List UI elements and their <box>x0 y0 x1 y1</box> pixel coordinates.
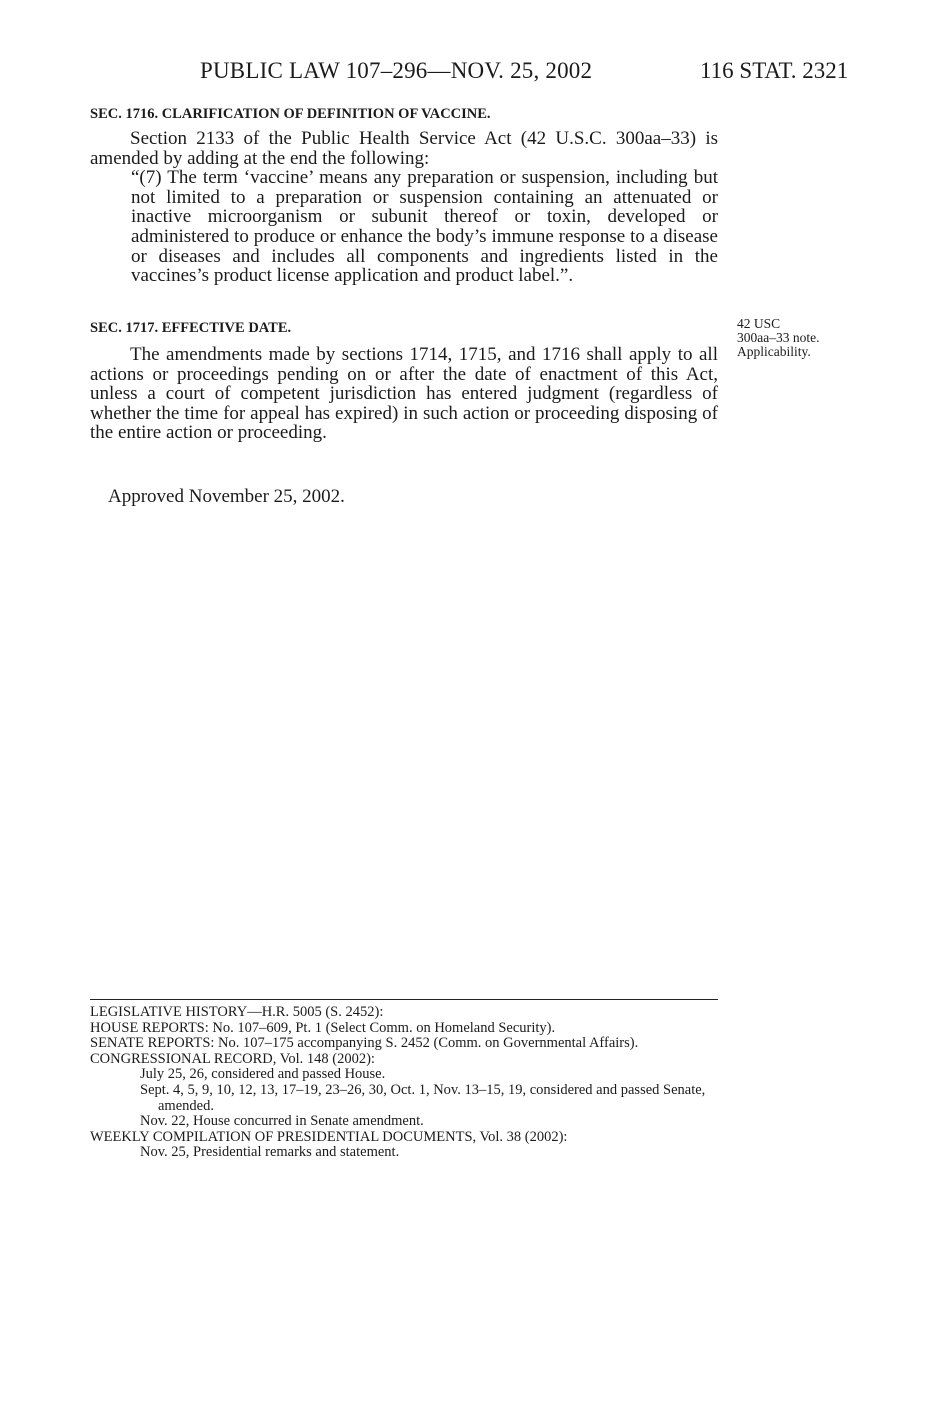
weekly-compilation-item: Nov. 25, Presidential remarks and statement. <box>140 1144 400 1161</box>
running-header-law: PUBLIC LAW 107–296—NOV. 25, 2002 <box>200 58 593 83</box>
margin-note-applicability: Applicability. <box>737 344 811 359</box>
weekly-compilation-heading: WEEKLY COMPILATION OF PRESIDENTIAL DOCUMENTS, Vol. 38 (2002): <box>90 1128 568 1145</box>
section-1717-text: The amendments made by sections 1714, 1715, and 1716 shall apply to all actions or proceedings pending on or after the date of enactment of this Act, unless a court of competent jurisdiction has entered judgment (regardless of whether the time for appeal has expired) in such action or proceeding disposing of the entire action or proceeding. <box>90 344 718 444</box>
approval-date: Approved November 25, 2002. <box>108 486 345 507</box>
section-1717-heading: SEC. 1717. EFFECTIVE DATE. <box>90 320 292 336</box>
section-1716-body <box>90 129 718 286</box>
legislative-history <box>90 1005 730 1161</box>
senate-reports: SENATE REPORTS: No. 107–175 accompanying S. 2452 (Comm. on Governmental Affairs). <box>90 1035 639 1052</box>
section-1717-body <box>90 345 718 443</box>
section-1716-heading: SEC. 1716. CLARIFICATION OF DEFINITION OF VACCINE. <box>90 106 491 122</box>
record-item: Nov. 22, House concurred in Senate amendment. <box>140 1113 424 1130</box>
congressional-record-heading: CONGRESSIONAL RECORD, Vol. 148 (2002): <box>90 1050 375 1067</box>
record-item: Sept. 4, 5, 9, 10, 12, 13, 17–19, 23–26, 30, Oct. 1, Nov. 13–15, 19, considered and passed Senate, amended. <box>140 1081 706 1114</box>
margin-note-citation: 42 USC <box>737 316 781 331</box>
legislative-history-title: LEGISLATIVE HISTORY—H.R. 5005 (S. 2452): <box>90 1004 384 1020</box>
margin-note <box>737 317 857 359</box>
running-header-stat: 116 STAT. 2321 <box>700 58 849 83</box>
footnote-divider <box>90 999 718 1000</box>
record-item: July 25, 26, considered and passed House. <box>140 1066 386 1083</box>
section-1716-intro: Section 2133 of the Public Health Service Act (42 U.S.C. 300aa–33) is amended by adding at the end the following: <box>90 128 718 169</box>
house-reports: HOUSE REPORTS: No. 107–609, Pt. 1 (Select Comm. on Homeland Security). <box>90 1019 556 1036</box>
section-1716-quoted-definition: “(7) The term ‘vaccine’ means any preparation or suspension, including but not limited to a preparation or suspension containing an attenuated or inactive microorganism or subunit thereof or toxin, developed or administered to produce or enhance the body’s immune response to a disease or diseases and includes all components and ingredients listed in the vaccines’s product license application and product label.”. <box>131 167 718 287</box>
margin-note-citation-note: 300aa–33 note. <box>737 330 820 345</box>
